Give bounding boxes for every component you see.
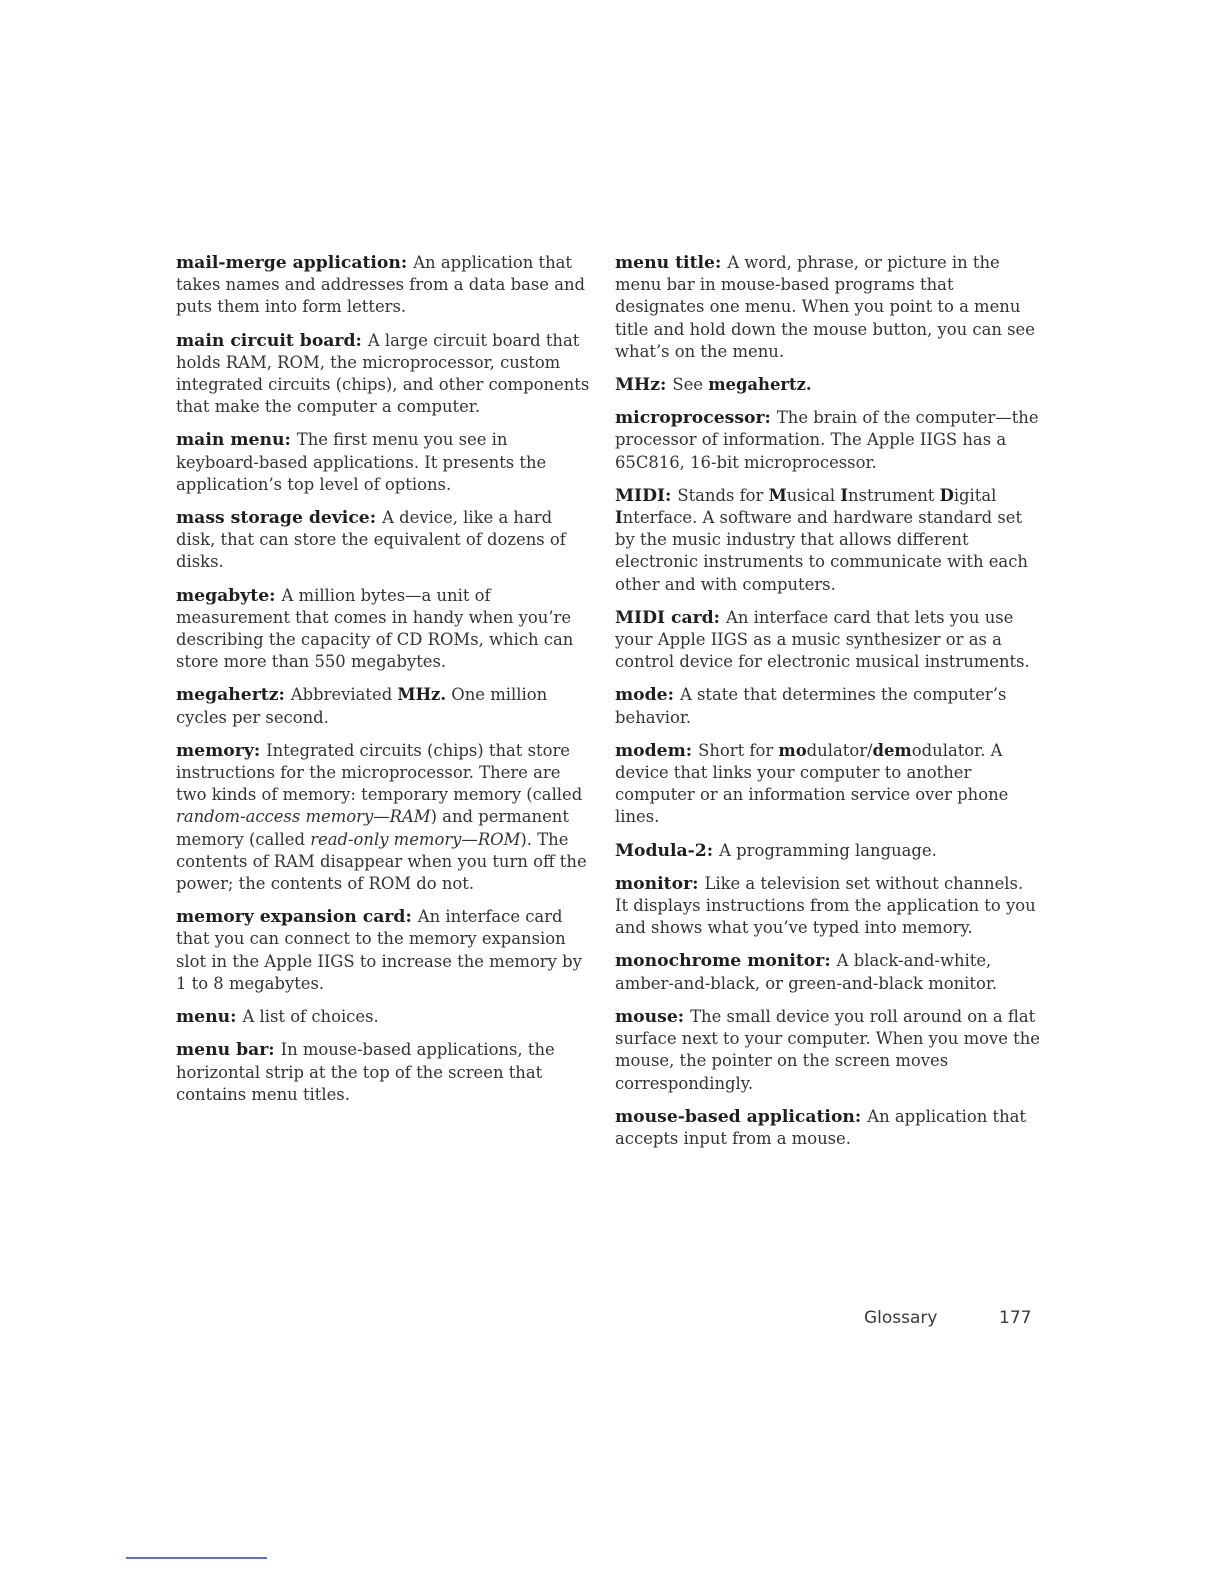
- glossary-term: Modula-2:: [615, 840, 714, 861]
- definition-text: Short for: [698, 740, 779, 760]
- glossary-term: main menu:: [176, 430, 291, 451]
- definition-italic: read-only memory—ROM: [310, 829, 521, 849]
- glossary-term: monitor:: [615, 873, 699, 894]
- definition-emphasis: mo: [778, 740, 807, 760]
- glossary-term: memory expansion card:: [176, 907, 412, 928]
- glossary-term: mail-merge application:: [176, 253, 408, 273]
- glossary-term: MHz:: [615, 375, 667, 396]
- definition-text: An interface card that you can connect to the memory expansion slot in the Apple IIGS to increase the memory by 1 to 8 megabytes.: [176, 907, 582, 993]
- glossary-term: monochrome monitor:: [615, 951, 831, 972]
- definition-text: An application that accepts input from a mouse.: [615, 1106, 1027, 1148]
- definition-text: Integrated circuits (chips) that store instructions for the microprocessor. There are two kinds of memory: temporary memory (called: [176, 740, 583, 805]
- glossary-entry: [176, 252, 594, 319]
- glossary-term: mouse:: [615, 1006, 685, 1027]
- definition-text: A million bytes—a unit of measurement that comes in handy when you’re describing the capacity of CD ROMs, which can store more than 550 megabytes.: [176, 585, 574, 672]
- glossary-term: mass storage device:: [176, 508, 377, 529]
- definition-text: odulator. A device that links your computer to another computer or an information service over phone lines.: [615, 740, 1009, 827]
- definition-text: An application that takes names and addresses from a data base and puts them into form letters.: [176, 253, 586, 317]
- definition-text: A word, phrase, or picture in the menu bar in mouse-based programs that designates one menu. When you point to a menu title and hold down the mouse button, you can see what’s on the menu.: [615, 253, 1035, 361]
- definition-text: The brain of the computer—the processor of information. The Apple IIGS has a 65C816, 16-bit microprocessor.: [615, 408, 1039, 472]
- page-number: 177: [999, 1308, 1032, 1328]
- glossary-column-left: [176, 252, 594, 1117]
- definition-text: A state that determines the computer’s behavior.: [615, 685, 1007, 727]
- definition-text: nstrument: [848, 485, 940, 505]
- definition-italic: random-access memory—RAM: [176, 807, 431, 827]
- glossary-entry: [615, 374, 1040, 396]
- glossary-term: megahertz:: [176, 685, 285, 706]
- glossary-term: mouse-based application:: [615, 1106, 862, 1127]
- definition-emphasis: megahertz.: [708, 375, 812, 395]
- glossary-entry: [615, 950, 1040, 994]
- definition-text: A list of choices.: [242, 1007, 379, 1027]
- definition-emphasis: I: [840, 485, 849, 505]
- glossary-entry: [176, 330, 594, 419]
- definition-emphasis: dem: [872, 740, 912, 760]
- glossary-entry: [615, 840, 1040, 862]
- page-footer: [864, 1308, 1032, 1328]
- definition-emphasis: I: [615, 508, 623, 528]
- glossary-term: mode:: [615, 685, 674, 706]
- glossary-term: main circuit board:: [176, 330, 362, 351]
- glossary-term: microprocessor:: [615, 408, 771, 429]
- glossary-entry: [176, 684, 594, 728]
- glossary-entry: [615, 485, 1040, 596]
- definition-text: The small device you roll around on a flat surface next to your computer. When you move the mouse, the pointer on the screen moves correspondingly.: [615, 1006, 1040, 1093]
- glossary-term: menu title:: [615, 253, 722, 273]
- definition-text: Abbreviated: [290, 685, 398, 705]
- definition-text: An interface card that lets you use your Apple IIGS as a music synthesizer or as a control device for electronic musical instruments.: [615, 607, 1030, 672]
- glossary-term: memory:: [176, 740, 261, 761]
- glossary-entry: [176, 429, 594, 496]
- definition-emphasis: MHz.: [397, 685, 447, 705]
- glossary-entry: [615, 407, 1040, 474]
- footer-section-title: Glossary: [864, 1308, 938, 1328]
- definition-text: ) and permanent memory (called: [176, 807, 569, 849]
- glossary-term: modem:: [615, 740, 693, 761]
- definition-text: In mouse-based applications, the horizontal strip at the top of the screen that contains menu titles.: [176, 1040, 555, 1104]
- glossary-entry: [615, 873, 1040, 940]
- glossary-entry: [615, 1106, 1040, 1150]
- glossary-entry: [176, 906, 594, 995]
- glossary-entry: [615, 684, 1040, 728]
- definition-text: dulator/: [806, 740, 873, 760]
- definition-text: The first menu you see in keyboard-based applications. It presents the application’s top level of options.: [176, 430, 547, 494]
- glossary-entry: [176, 1039, 594, 1106]
- definition-text: ). The contents of RAM disappear when you turn off the power; the contents of ROM do not.: [176, 829, 587, 894]
- definition-text: A black-and-white, amber-and-black, or green-and-black monitor.: [615, 951, 998, 993]
- definition-text: One million cycles per second.: [176, 685, 548, 727]
- glossary-entry: [176, 1006, 594, 1028]
- definition-text: See: [672, 375, 709, 395]
- glossary-term: MIDI card:: [615, 607, 721, 628]
- definition-text: Stands for: [677, 485, 769, 505]
- glossary-column-right: [615, 252, 1040, 1161]
- glossary-term: menu bar:: [176, 1040, 275, 1061]
- definition-text: usical: [786, 485, 841, 505]
- definition-text: nterface. A software and hardware standard set by the music industry that allows different electronic instruments to communicate with each other and with computers.: [615, 508, 1028, 594]
- glossary-entry: [615, 740, 1040, 829]
- definition-text: igital: [953, 485, 997, 505]
- glossary-term: menu:: [176, 1007, 237, 1028]
- glossary-entry: [176, 507, 594, 574]
- glossary-term: MIDI:: [615, 485, 672, 506]
- glossary-entry: [615, 607, 1040, 674]
- glossary-term: megabyte:: [176, 585, 276, 606]
- definition-text: A device, like a hard disk, that can store the equivalent of dozens of disks.: [176, 508, 566, 572]
- glossary-entry: [176, 740, 594, 895]
- bottom-rule: [126, 1557, 267, 1559]
- glossary-entry: [176, 585, 594, 674]
- glossary-entry: [615, 252, 1040, 363]
- definition-text: A large circuit board that holds RAM, ROM, the microprocessor, custom integrated circuits (chips), and other components that make the computer a computer.: [176, 330, 590, 417]
- definition-text: Like a television set without channels. It displays instructions from the application to you and shows what you’ve typed into memory.: [615, 873, 1036, 938]
- definition-emphasis: D: [939, 485, 954, 505]
- definition-text: A programming language.: [719, 840, 937, 860]
- definition-emphasis: M: [768, 485, 787, 505]
- glossary-entry: [615, 1006, 1040, 1095]
